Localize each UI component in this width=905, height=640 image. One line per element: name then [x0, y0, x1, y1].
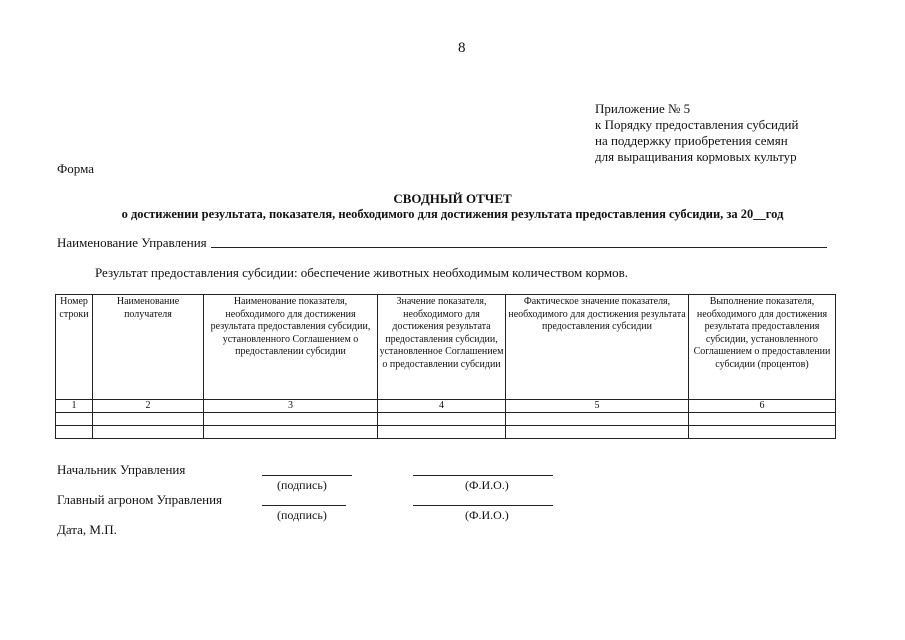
result-text: Результат предоставления субсидии: обеспечение животных необходимым количеством кормов.	[95, 265, 629, 280]
agronomist-name-line[interactable]	[413, 505, 553, 506]
column-number: 5	[506, 400, 689, 413]
department-field-line[interactable]	[211, 247, 827, 248]
department-label: Наименование Управления	[57, 235, 207, 250]
agronomist-signature-line[interactable]	[262, 505, 346, 506]
column-header: Номер строки	[56, 295, 93, 400]
appendix-line: Приложение № 5	[595, 101, 691, 116]
table-cell[interactable]	[378, 426, 506, 439]
table-cell[interactable]	[506, 413, 689, 426]
signature-caption: (подпись)	[277, 508, 327, 522]
head-name-line[interactable]	[413, 475, 553, 476]
table-row	[56, 413, 836, 426]
table-cell[interactable]	[204, 426, 378, 439]
name-caption: (Ф.И.О.)	[465, 478, 509, 492]
table-row	[56, 426, 836, 439]
page-number: 8	[458, 40, 466, 56]
column-header: Значение показателя, необходимого для достижения результата предоставления субсидии, установленное Соглашением о предоставлении субсидии	[378, 295, 506, 400]
column-number: 1	[56, 400, 93, 413]
table-cell[interactable]	[56, 426, 93, 439]
signature-caption: (подпись)	[277, 478, 327, 492]
appendix-line: к Порядку предоставления субсидий	[595, 117, 799, 132]
table-header-row	[56, 295, 836, 400]
table-cell[interactable]	[56, 413, 93, 426]
column-number-row	[56, 400, 836, 413]
head-signature-line[interactable]	[262, 475, 352, 476]
column-header: Наименование показателя, необходимого для достижения результата предоставления субсидии, установленного Соглашением о предоставлении субсидии	[204, 295, 378, 400]
name-caption: (Ф.И.О.)	[465, 508, 509, 522]
form-label: Форма	[57, 161, 94, 176]
table-cell[interactable]	[689, 413, 836, 426]
table-cell[interactable]	[204, 413, 378, 426]
column-header: Выполнение показателя, необходимого для достижения результата предоставления субсидии, установленного Соглашением о предоставлении субсидии (процентов)	[689, 295, 836, 400]
column-header: Фактическое значение показателя, необходимого для достижения результата предоставления субсидии	[506, 295, 689, 400]
chief-agronomist-label: Главный агроном Управления	[57, 492, 223, 507]
report-table	[55, 294, 836, 439]
appendix-line: на поддержку приобретения семян	[595, 133, 788, 148]
table-cell[interactable]	[93, 413, 204, 426]
table-cell[interactable]	[378, 413, 506, 426]
column-number: 2	[93, 400, 204, 413]
date-stamp-label: Дата, М.П.	[57, 522, 117, 537]
table-cell[interactable]	[506, 426, 689, 439]
table-cell[interactable]	[93, 426, 204, 439]
column-number: 3	[204, 400, 378, 413]
appendix-line: для выращивания кормовых культур	[595, 149, 797, 164]
document-title: СВОДНЫЙ ОТЧЕТ	[393, 191, 512, 206]
column-number: 4	[378, 400, 506, 413]
document-subtitle: о достижении результата, показателя, необходимого для достижения результата предоставления субсидии, за 20__год	[121, 207, 784, 221]
head-of-department-label: Начальник Управления	[57, 462, 186, 477]
column-header: Наименование получателя	[93, 295, 204, 400]
appendix-block	[595, 101, 855, 165]
column-number: 6	[689, 400, 836, 413]
table-cell[interactable]	[689, 426, 836, 439]
